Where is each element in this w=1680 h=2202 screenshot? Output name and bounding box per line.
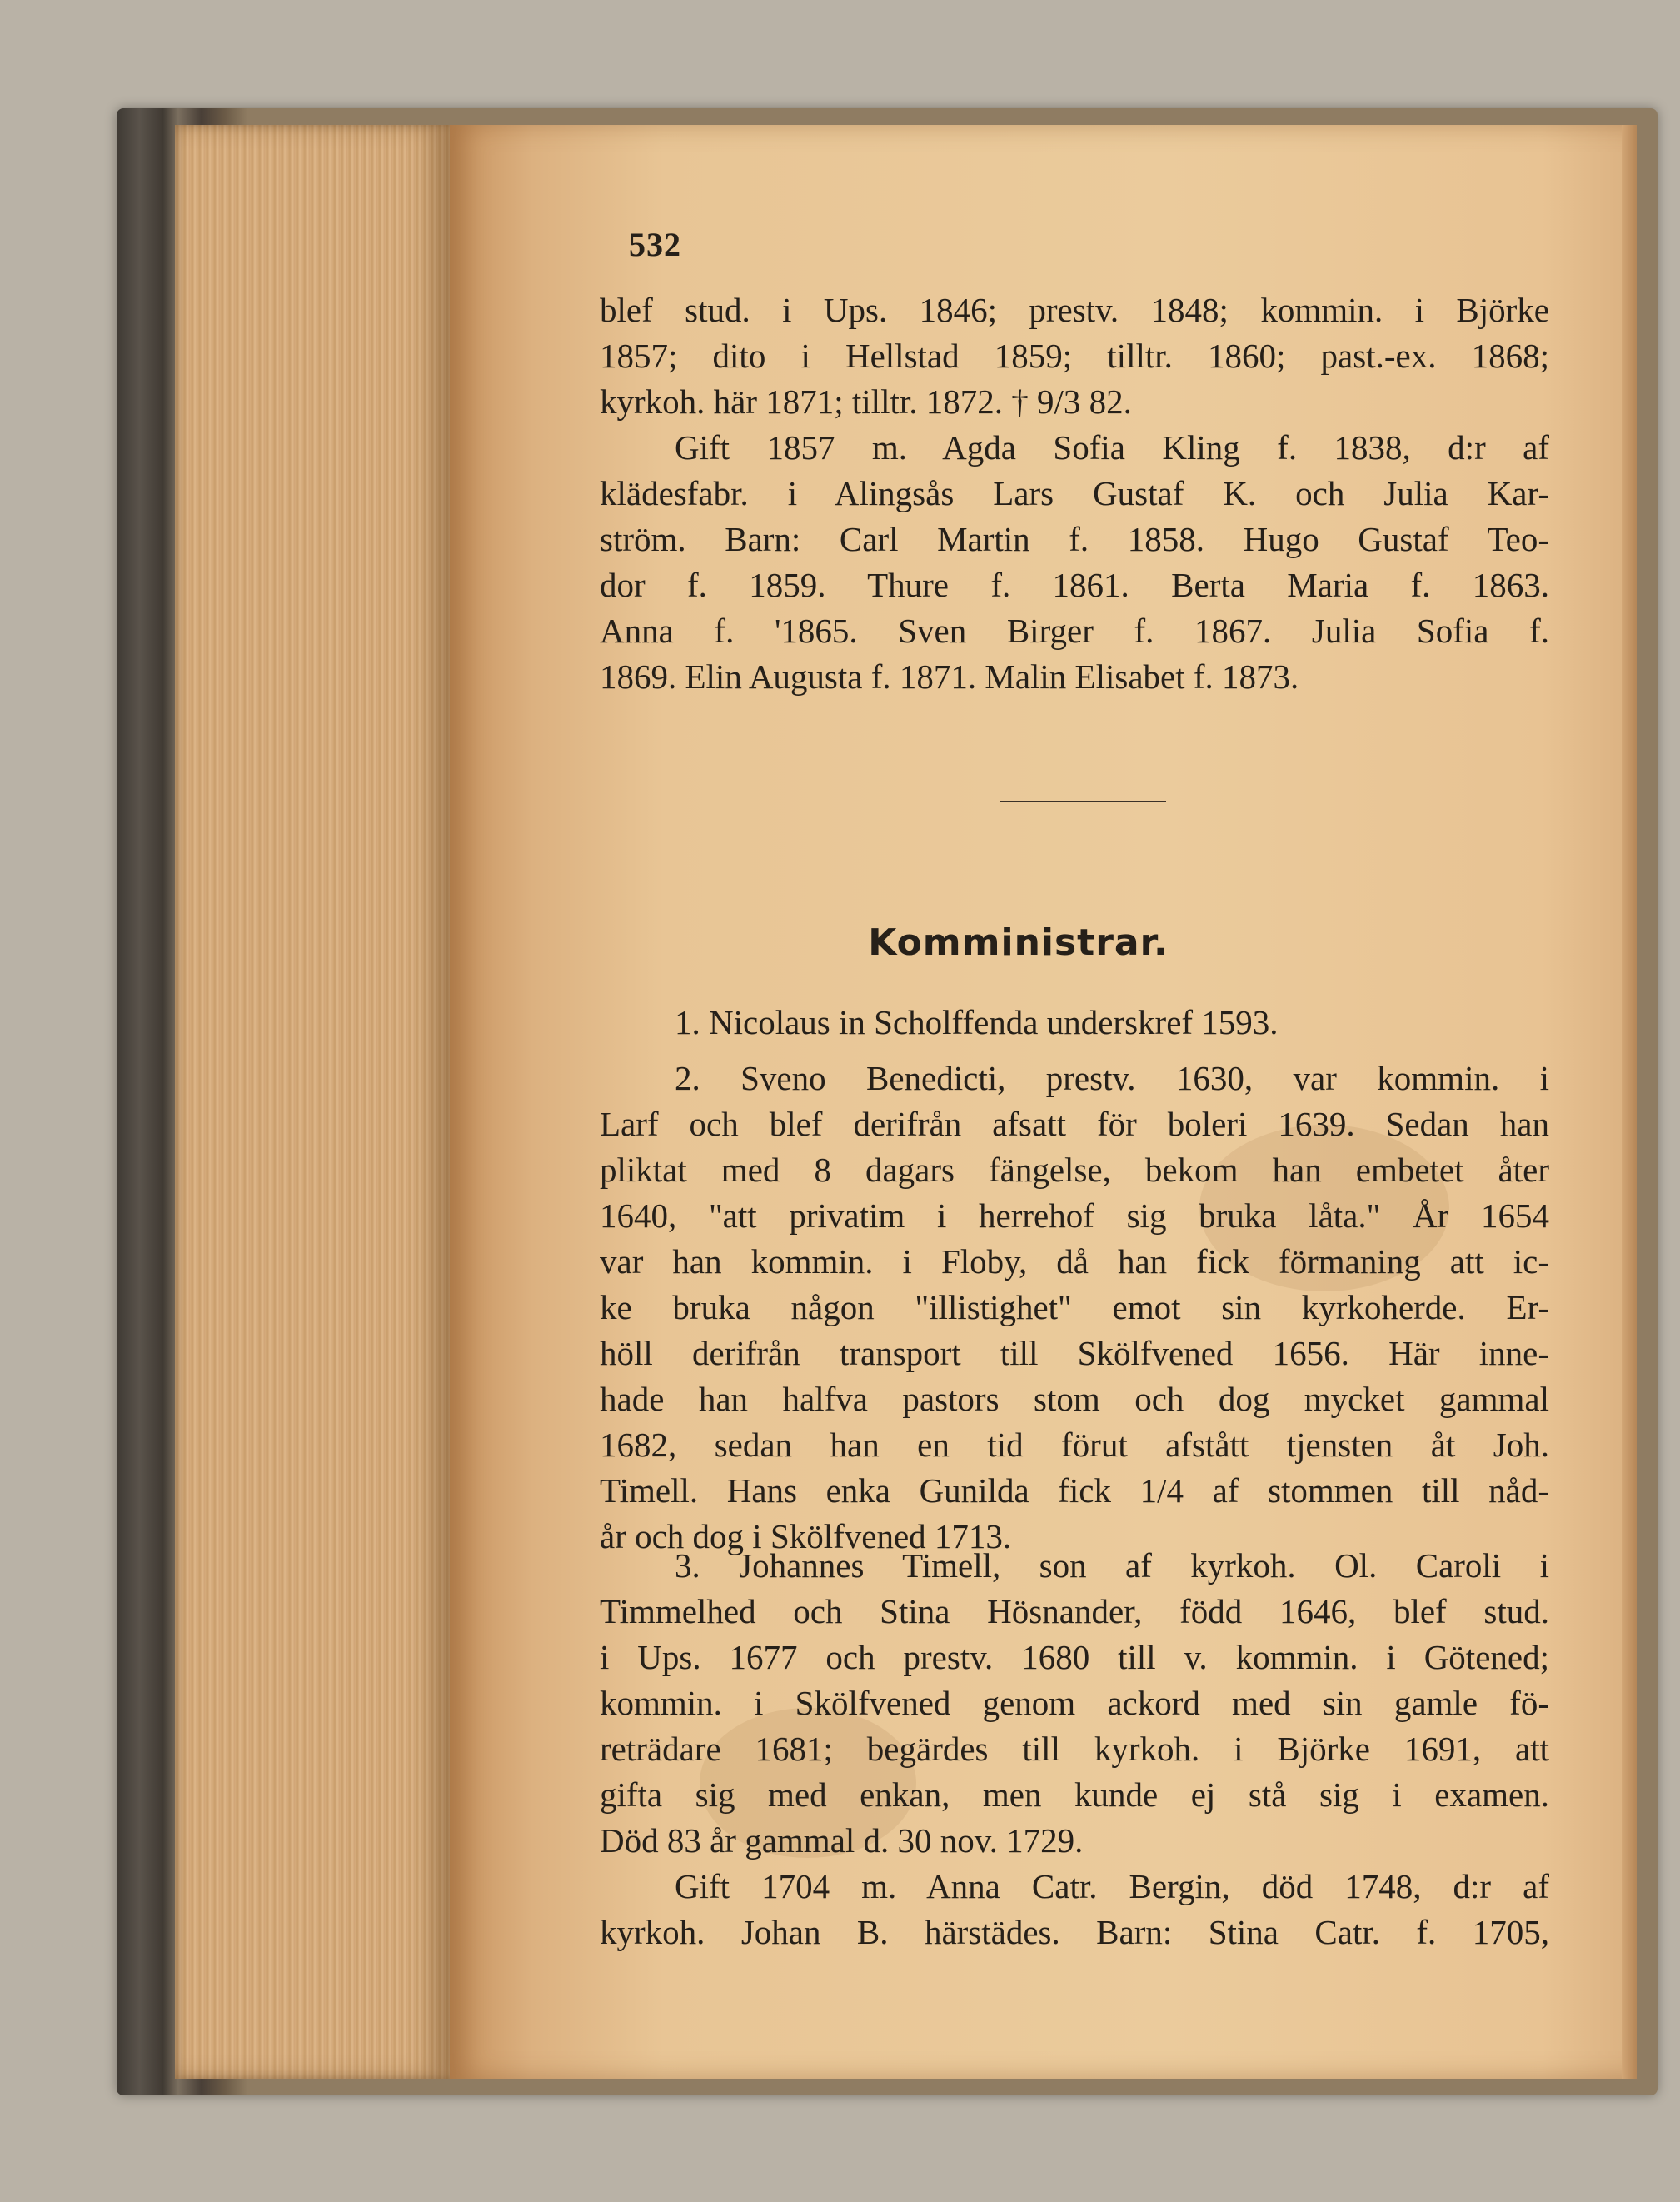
text-line: ke bruka någon "illistighet" emot sin kyrkoherde. Er- [600,1288,1549,1326]
text-line: år och dog i Skölfvened 1713. [600,1517,1012,1555]
book-page [450,125,1637,2079]
text-line: 1640, "att privatim i herrehof sig bruka låta." År 1654 [600,1196,1549,1235]
text-line: Gift 1704 m. Anna Catr. Bergin, död 1748, d:r af [675,1867,1549,1905]
entry-3 [600,1543,1549,1955]
entry-intro [600,287,1549,700]
page-number: 532 [629,226,681,263]
text-line: Timell. Hans enka Gunilda fick 1/4 af stommen till nåd- [600,1471,1549,1510]
text-line: kyrkoh. här 1871; tilltr. 1872. † 9/3 82. [600,382,1132,421]
section-divider [1000,801,1166,802]
text-line: Larf och blef derifrån afsatt för boleri 1639. Sedan han [600,1105,1549,1143]
text-line: Död 83 år gammal d. 30 nov. 1729. [600,1821,1084,1860]
text-line: 1857; dito i Hellstad 1859; tilltr. 1860; past.-ex. 1868; [600,337,1549,375]
text-line: 1. Nicolaus in Scholffenda underskref 1593. [675,1003,1279,1041]
section-heading: Komministrar. [868,921,1169,964]
text-line: kommin. i Skölfvened genom ackord med sin gamle fö- [600,1684,1549,1722]
text-line: 1869. Elin Augusta f. 1871. Malin Elisabet f. 1873. [600,657,1299,696]
text-line: gifta sig med enkan, men kunde ej stå sig i examen. [600,1775,1549,1814]
text-line: Anna f. '1865. Sven Birger f. 1867. Julia Sofia f. [600,612,1549,650]
text-line: höll derifrån transport till Skölfvened 1656. Här inne- [600,1334,1549,1372]
text-line: reträdare 1681; begärdes till kyrkoh. i Björke 1691, att [600,1730,1549,1768]
page-right-edge [1622,125,1637,2079]
text-line: Timmelhed och Stina Hösnander, född 1646, blef stud. [600,1592,1549,1630]
text-line: pliktat med 8 dagars fängelse, bekom han embetet åter [600,1151,1549,1189]
page-edges [175,125,450,2079]
entry-1 [600,1000,1549,1046]
text-line: kyrkoh. Johan B. härstädes. Barn: Stina Catr. f. 1705, [600,1913,1549,1951]
text-line: var han kommin. i Floby, då han fick förmaning att ic- [600,1242,1549,1281]
text-line: klädesfabr. i Alingsås Lars Gustaf K. och Julia Kar- [600,474,1549,512]
text-line: 3. Johannes Timell, son af kyrkoh. Ol. Caroli i [675,1546,1549,1585]
text-line: hade han halfva pastors stom och dog mycket gammal [600,1380,1549,1418]
text-line: blef stud. i Ups. 1846; prestv. 1848; kommin. i Björke [600,291,1549,329]
text-line: dor f. 1859. Thure f. 1861. Berta Maria f. 1863. [600,566,1549,604]
text-line: 2. Sveno Benedicti, prestv. 1630, var kommin. i [675,1059,1549,1097]
text-line: Gift 1857 m. Agda Sofia Kling f. 1838, d:r af [675,428,1549,467]
text-line: 1682, sedan han en tid förut afstått tjensten åt Joh. [600,1426,1549,1464]
text-line: i Ups. 1677 och prestv. 1680 till v. kommin. i Götened; [600,1638,1549,1676]
text-line: ström. Barn: Carl Martin f. 1858. Hugo Gustaf Teo- [600,520,1549,558]
entry-2 [600,1056,1549,1560]
